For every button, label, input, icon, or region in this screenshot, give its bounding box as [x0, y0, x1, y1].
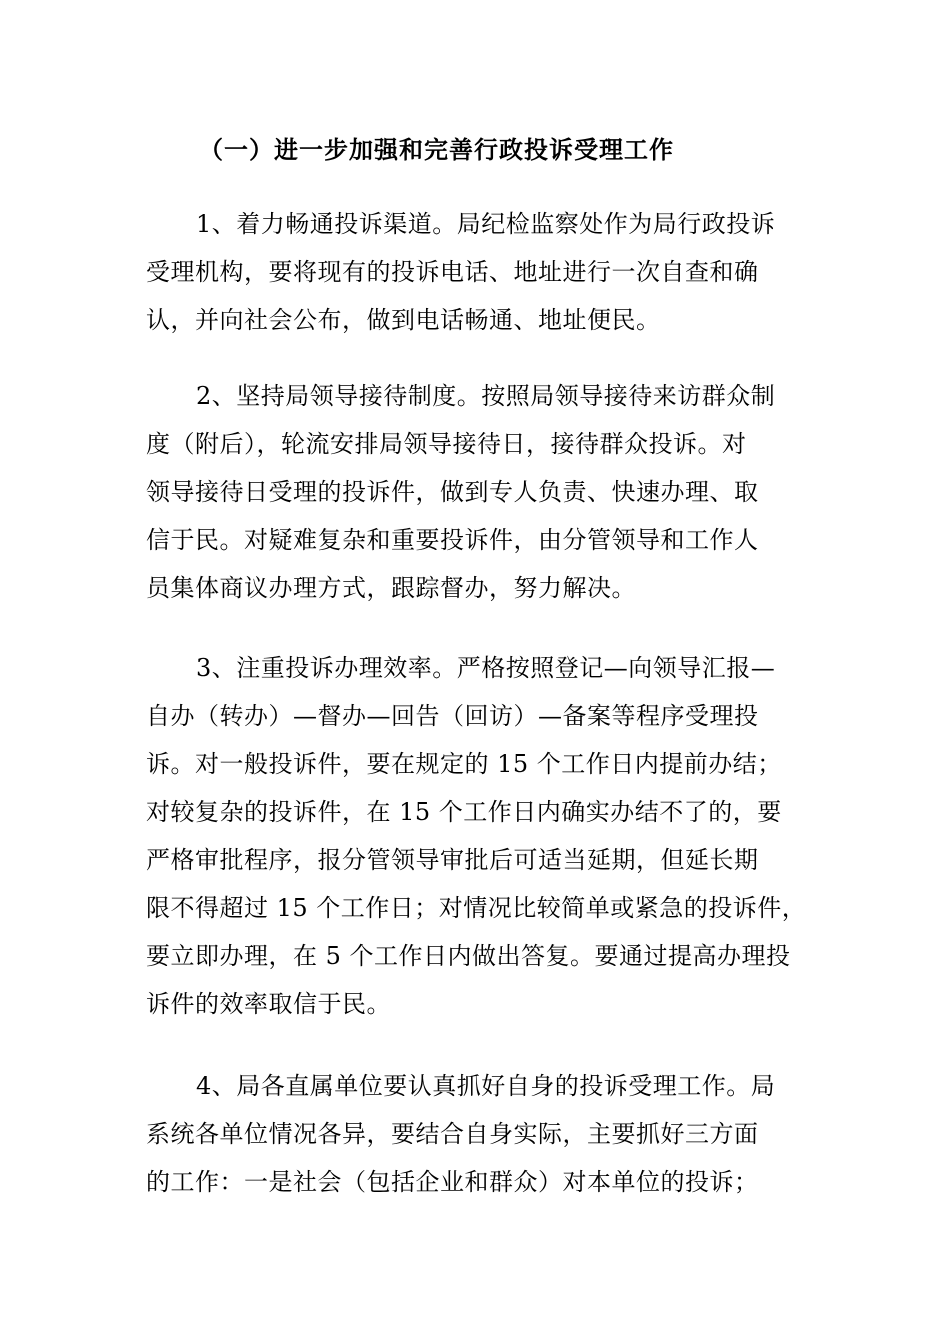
paragraph-line: 对较复杂的投诉件，在 15 个工作日内确实办结不了的，要: [146, 798, 782, 826]
paragraph-line: 员集体商议办理方式，跟踪督办，努力解决。: [146, 574, 636, 602]
paragraph-line: 4、局各直属单位要认真抓好自身的投诉受理工作。局: [196, 1072, 776, 1100]
paragraph-line: 系统各单位情况各异，要结合自身实际，主要抓好三方面: [146, 1120, 759, 1148]
paragraph-line: 2、坚持局领导接待制度。按照局领导接待来访群众制: [196, 382, 776, 410]
paragraph-line: 限不得超过 15 个工作日；对情况比较简单或紧急的投诉件，: [146, 894, 807, 922]
paragraph-line: 自办（转办）—督办—回告（回访）—备案等程序受理投: [146, 702, 759, 730]
paragraph-line: 领导接待日受理的投诉件，做到专人负责、快速办理、取: [146, 478, 759, 506]
paragraph-line: 要立即办理，在 5 个工作日内做出答复。要通过提高办理投: [146, 942, 791, 970]
paragraph-4: [146, 1062, 806, 1206]
paragraph-line: 1、着力畅通投诉渠道。局纪检监察处作为局行政投诉: [196, 210, 776, 238]
paragraph-line: 受理机构，要将现有的投诉电话、地址进行一次自查和确: [146, 258, 759, 286]
paragraph-line: 严格审批程序，报分管领导审批后可适当延期，但延长期: [146, 846, 759, 874]
paragraph-2: [146, 372, 806, 612]
section-heading: （一）进一步加强和完善行政投诉受理工作: [199, 135, 674, 164]
paragraph-line: 3、注重投诉办理效率。严格按照登记—向领导汇报—: [196, 654, 776, 682]
paragraph-line: 认，并向社会公布，做到电话畅通、地址便民。: [146, 306, 661, 334]
paragraph-line: 信于民。对疑难复杂和重要投诉件，由分管领导和工作人: [146, 526, 759, 554]
paragraph-line: 诉。对一般投诉件，要在规定的 15 个工作日内提前办结；: [146, 750, 782, 778]
paragraph-1: [146, 200, 806, 344]
paragraph-line: 的工作：一是社会（包括企业和群众）对本单位的投诉；: [146, 1168, 759, 1196]
paragraph-line: 诉件的效率取信于民。: [146, 990, 391, 1018]
paragraph-3: [146, 644, 806, 1028]
paragraph-line: 度（附后），轮流安排局领导接待日，接待群众投诉。对: [146, 430, 747, 458]
